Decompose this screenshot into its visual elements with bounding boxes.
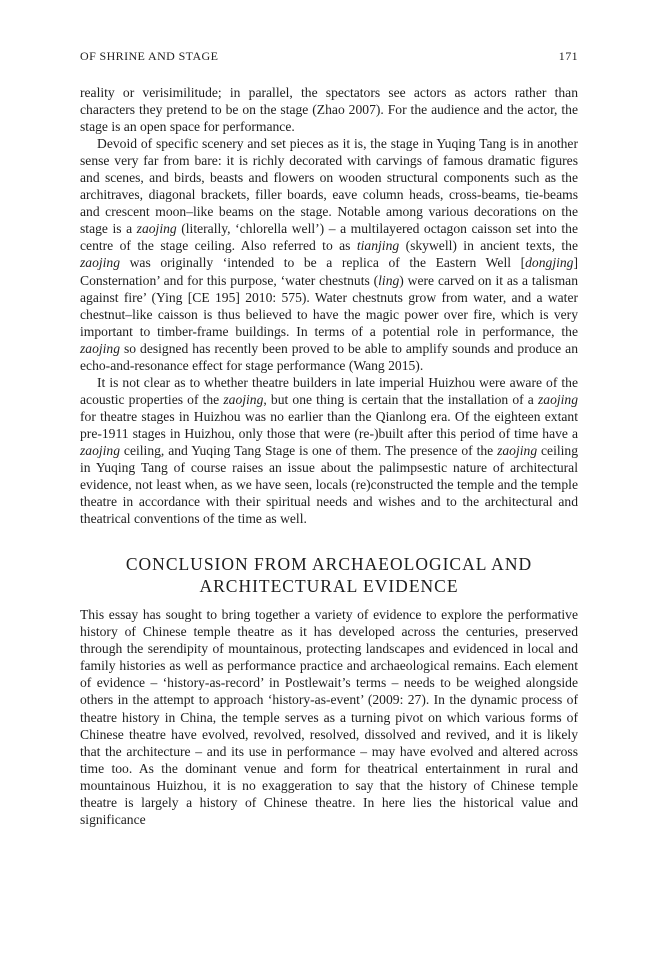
- italic-term: zaojing: [497, 442, 538, 458]
- italic-term: ling: [378, 272, 400, 288]
- text-run: ceiling, and Yuqing Tang Stage is one of them. The presence of the: [120, 442, 498, 458]
- text-run: Devoid of specific scenery and set pieces as it is, the stage in Yuqing Tang is in another sense very far from bare: it is richly decorated with carvings of famous dramatic figures and scenes, and birds, beasts and flowers on wooden structural components such as the architraves, diagonal brackets, filler boards, eave column heads, cross-beams, tie-beams and crescent moon–like beams on the stage. Notable among various decorations on the stage is a: [80, 136, 578, 237]
- section-heading: [80, 554, 578, 597]
- page-number: 171: [558, 49, 578, 63]
- text-run: ] Consternation’ and for this purpose, ‘water chestnuts (: [80, 255, 578, 288]
- italic-term: dongjing: [525, 255, 574, 271]
- text-run: , but one thing is certain that the installation of a: [263, 391, 538, 407]
- italic-term: zaojing: [80, 442, 121, 458]
- text-run: (literally, ‘chlorella well’) – a multilayered octagon caisson set into the centre of the stage ceiling. Also referred to as: [80, 221, 578, 254]
- italic-term: zaojing: [537, 391, 579, 407]
- text-run: ceiling in Yuqing Tang of course raises an issue about the palimpsestic nature of architectural evidence, not least when, as we have seen, locals (re)constructed the temple and the temple theatre in accordance with their spiritual needs and wishes and to the architectural and theatrical conventions of the time as well.: [80, 442, 579, 527]
- text-run: was originally ‘intended to be a replica of the Eastern Well [: [120, 255, 526, 271]
- text-run: for theatre stages in Huizhou was no earlier than the Qianlong era. Of the eighteen extant pre-1911 stages in Huizhou, only those that were (re-)built after this period of time have a: [80, 408, 578, 441]
- italic-term: tianjing: [356, 238, 400, 254]
- text-run: It is not clear as to whether theatre builders in late imperial Huizhou were aware of the acoustic properties of the: [80, 374, 578, 407]
- text-run: so designed has recently been proved to be able to amplify sounds and produce an echo-and-resonance effect for stage performance (Wang 2015).: [80, 340, 578, 373]
- paragraph-1: [80, 84, 578, 135]
- section-heading-line-1: CONCLUSION FROM ARCHAEOLOGICAL AND: [125, 554, 533, 575]
- paragraph-3: [80, 374, 578, 527]
- text-run: ) were carved on it as a talisman against fire’ (Ying [CE 195] 2010: 575). Water chestnuts grow from water, and a water chestnut–like caisson is thus believed to have the magic power over fire, which is very important to timber-frame buildings. In terms of a potential role in performance, the: [80, 272, 578, 339]
- italic-term: zaojing: [80, 255, 121, 271]
- body-text: [80, 84, 578, 828]
- paragraph-conclusion: This essay has sought to bring together a variety of evidence to explore the performative history of Chinese temple theatre as it has developed across the centuries, preserved through the serendipity of mountainous, protecting landscapes and evidenced in local and family histories as well as performance practice and archaeological remains. Each element of evidence – ‘history-as-record’ in Postlewait’s terms – needs to be weighed alongside others in the attempt to approach ‘history-as-event’ (2009: 27). In the dynamic process of theatre history in China, the temple serves as a turning pivot on which various forms of Chinese theatre have evolved, revolved, resolved, dissolved and revived, and it is likely that the architecture – and its use in performance – may have evolved and altered across time too. As the dominant venue and form for theatrical entertainment in rural and mountainous Huizhou, it is no exaggeration to say that the history of Chinese temple theatre is largely a history of Chinese theatre. In here lies the historical value and significance: [80, 607, 578, 827]
- running-head-title: OF SHRINE AND STAGE: [80, 49, 219, 63]
- section-heading-line-2: ARCHITECTURAL EVIDENCE: [199, 575, 459, 596]
- italic-term: zaojing: [223, 391, 264, 407]
- italic-term: zaojing: [80, 340, 121, 356]
- running-head: [80, 49, 578, 67]
- text-run: reality or verisimilitude; in parallel, the spectators see actors as actors rather than characters they pretend to be on the stage (Zhao 2007). For the audience and the actor, the stage is an open space for performance.: [80, 85, 578, 135]
- text-run: (skywell) in ancient texts, the: [399, 238, 579, 254]
- italic-term: zaojing: [136, 221, 177, 237]
- paragraph-2: [80, 135, 578, 374]
